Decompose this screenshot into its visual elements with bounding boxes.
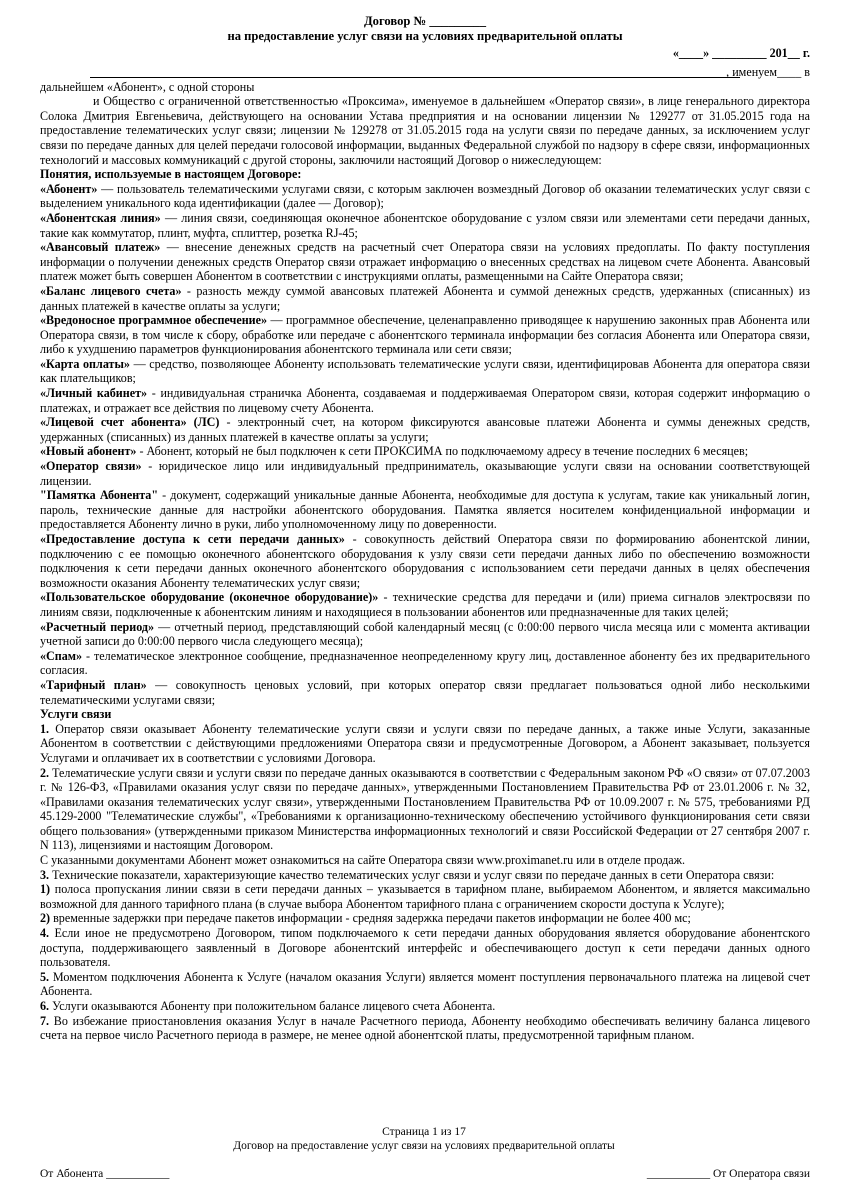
service-clause [40,999,810,1014]
clause-number: 4. [40,926,50,941]
clause-text: С указанными документами Абонент может ознакомиться на сайте Оператора связи www.proximanet.ru или в отделе продаж. [40,853,686,868]
service-clause [40,766,810,854]
contract-subtitle: на предоставление услуг связи на условиях предварительной оплаты [227,29,623,43]
definition-term: «Абонент» [40,181,98,196]
definition-item [40,620,810,649]
clause-number: 6. [40,999,50,1013]
definition-item [40,240,810,284]
subscriber-signature: От Абонента ___________ [40,1168,170,1180]
definition-text: — пользователь телематическими услугами связи, с которым заключен возмездный Договор об оказании телематических услуг связи с выделением уникального кода идентификации (далее — Договор); [40,181,810,211]
definition-text: — линия связи, соединяющая оконечное абонентское оборудование с узлом связи или элементами сети передачи данных, такие как коммутатор, плинт, муфта, сплиттер, розетка RJ-45; [40,210,810,240]
subscriber-party-continuation: дальнейшем «Абонент», с одной стороны [40,79,255,94]
definition-text: - разность между суммой авансовых платежей Абонента и суммой денежных средств, удержанных (списанных) из данных платежей в качестве оплаты за услуги; [40,283,810,313]
definition-text: - технические средства для передачи и (или) приема сигналов электросвязи по линиям связи, подключенные к абонентским линиям и находящиеся в пользовании абонентов или предназначенные для таких целей; [40,590,810,619]
definition-item [40,386,810,415]
clause-text: Во избежание приостановления оказания Услуг в начале Расчетного периода, Абоненту необходимо обеспечивать величину баланса лицевого счета на первое число Расчетного периода в размере, не менее одной абонентской платы, предусмотренной тарифным планом. [40,1013,810,1043]
definition-term: «Абонентская линия» [40,210,161,225]
definition-item [40,444,810,459]
service-clause [40,1014,810,1043]
definition-item [40,415,810,444]
service-clause [40,926,810,970]
page-number: Страница 1 из 17 [382,1126,466,1138]
operator-signature: ___________ От Оператора связи [646,1168,810,1180]
clause-number: 2) [40,911,51,926]
page-footer [0,1125,848,1153]
services-list [40,722,810,1043]
contract-date-line: «____» _________ 201__ г. [672,46,810,60]
subscriber-name-blank [90,63,740,78]
definition-text: — отчетный период, представляющий собой календарный месяц (с 0:00:00 первого числа месяца или с момента активации учетной записи до 0:00:00 первого числа следующего месяца); [40,619,810,649]
clause-number: 1) [40,882,51,897]
intro-paragraph: и Общество с ограниченной ответственностью «Проксима», именуемое в дальнейшем «Оператор связи», в лице генерального директора Солока Дмитрия Евгеньевича, действующего на основании Устава предприятия и на основании лицензии № 129277 от 31.05.2015 года на предоставление телематических услуг связи; лицензии № 129278 от 31.05.2015 года на услуги связи по передаче данных, за исключением услуг связи по передаче данных для целей передачи голосовой информации, выданных Федеральной службой по надзору в сфере связи, информационных технологий и массовых коммуникаций с другой стороны, заключили настоящий Договор о нижеследующем: [40,94,810,167]
definitions-list [40,182,810,707]
service-clause [40,911,810,926]
definition-text: — внесение денежных средств на расчетный счет Оператора связи на условиях предоплаты. По факту поступления информации о получении денежных средств Оператор связи отражает информацию о внесенных средствах на лицевом счете Абонента. Авансовый платеж может быть совершен Абонентом в соответствии с инструкциями оплаты, размещенными на Сайте Оператора связи; [40,240,810,284]
definition-term: «Новый абонент» [40,444,137,459]
footer-doc-title: Договор на предоставление услуг связи на условиях предварительной оплаты [233,1140,615,1152]
document-page [40,14,810,1043]
definition-text: - телематическое электронное сообщение, предназначенное неопределенному кругу лиц, доставленное абоненту без их предварительного согласия. [40,648,810,678]
service-clause [40,868,810,883]
definition-term: "Памятка Абонента" [40,488,159,503]
subscriber-name-line [40,63,810,80]
definition-text: — программное обеспечение, целенаправленно приводящее к нарушению законных прав Абонента или Оператора связи, в том числе к сбору, обработке или передаче с абонентского терминала информации без согласия Абонента или Оператора связи, либо к ухудшению параметров функционирования абонентского терминала или сети связи; [40,313,810,357]
clause-text: Оператор связи оказывает Абоненту телематические услуги связи и услуги связи по передаче данных, а также иные Услуги, заказанные Абонентом в соответствии с действующими предложениями Оператора связи и предусмотренные Договором, а Абонент заказывает, пользуется Услугами и оплачивает их в соответствии с условиями Договора. [40,721,810,765]
definition-item [40,532,810,590]
clause-number: 7. [40,1013,50,1028]
service-clause [40,882,810,911]
definitions-heading: Понятия, используемые в настоящем Договоре: [40,167,302,182]
definition-item [40,357,810,386]
definition-term: «Карта оплаты» [40,356,130,371]
definition-term: «Пользовательское оборудование (оконечное оборудование)» [40,590,379,605]
definition-item [40,678,810,707]
definition-term: «Оператор связи» [40,459,142,474]
clause-number: 5. [40,969,50,984]
definition-term: «Предоставление доступа к сети передачи данных» [40,532,345,546]
definition-item [40,284,810,313]
clause-text: временные задержки при передаче пакетов информации - средняя задержка передачи пакетов информации не более 400 мс; [50,911,691,926]
definition-text: — средство, позволяющее Абоненту использовать телематические услуги связи, идентифицировав Абонента для оператора связи как плательщиков; [40,356,810,386]
contract-number-title: Договор № _________ [364,14,486,28]
definition-term: «Баланс лицевого счета» [40,283,182,298]
definition-text: - индивидуальная страничка Абонента, создаваемая и поддерживаемая Оператором связи, которая содержит информацию о платежах, и отражает все действия по лицевому счету Абонента. [40,386,810,415]
definition-item [40,459,810,488]
definition-term: «Тарифный план» [40,677,147,692]
definition-text: - Абонент, который не был подключен к сети ПРОКСИМА по подключаемому адресу в течение последних 6 месяцев; [136,444,749,459]
definition-term: «Спам» [40,648,83,663]
clause-text: Технические показатели, характеризующие качество телематических услуг связи и услуг связи по передаче данных в сети Оператора связи: [49,867,775,882]
clause-text: Телематические услуги связи и услуги связи по передаче данных оказываются в соответствии с Федеральным законом РФ «О связи» от 07.07.2003 г. № 126-ФЗ, «Правилами оказания услуг связи по передаче данных», утвержденными Постановлением Правительства РФ от 23.01.2006 г. № 32, «Правилами оказания телематических услуг связи», утвержденными Постановлением Правительства РФ от 10.09.2007 г. № 575, требованиями РД 45.129-2000 "Телематические службы", «Требованиями к организационно-техническому обеспечению устойчивого функционирования сети связи общего пользования» (утвержденными приказом Министерства информационных технологий и связи Российской Федерации от 27 сентября 2007 г. N 113), лицензиями и настоящим Договором. [40,765,810,853]
definition-item [40,590,810,619]
definition-term: «Вредоносное программное обеспечение» [40,313,268,328]
clause-text: Услуги оказываются Абоненту при положительном балансе лицевого счета Абонента. [49,999,496,1013]
definition-term: «Лицевой счет абонента» (ЛС) [40,415,220,430]
subscriber-name-tail: , именуем____ в [726,64,810,79]
clause-number: 3. [40,867,50,882]
definition-text: - электронный счет, на котором фиксируются авансовые платежи Абонента и суммы денежных средств, удержанных (списанных) из данных платежей в качестве оплаты за услуги; [40,415,810,444]
service-clause [40,853,810,868]
clause-number: 2. [40,765,50,780]
definition-item [40,649,810,678]
definition-text: — совокупность ценовых условий, при которых оператор связи предлагает пользоваться одной либо несколькими телематическими услугами связи; [40,677,810,707]
clause-text: Если иное не предусмотрено Договором, типом подключаемого к сети передачи данных оборудования является оборудование абонентского доступа, поддерживающего заявленный в Договоре абонентский интерфейс и обеспечивающего доступ к сети передачи данных одного пользователя. [40,926,810,970]
definition-item [40,211,810,240]
service-clause [40,970,810,999]
definition-term: «Авансовый платеж» [40,240,161,255]
services-heading: Услуги связи [40,707,112,722]
definition-text: - совокупность действий Оператора связи по формированию абонентской линии, подключению с ее помощью оконечного абонентского оборудования к узлу связи сети передачи данных либо по обеспечению возможности подключения к сети передачи данных оконечного абонентского оборудования с использованием сети передачи данных в целях обеспечения возможности оказания Абоненту телематических услуг связи; [40,532,810,590]
definition-term: «Личный кабинет» [40,386,148,401]
definition-item [40,488,810,532]
clause-text: Моментом подключения Абонента к Услуге (началом оказания Услуги) является момент поступления первоначального платежа на лицевой счет Абонента. [40,969,810,999]
definition-item [40,313,810,357]
definition-text: - документ, содержащий уникальные данные Абонента, необходимые для доступа к услугам, такие как уникальный логин, пароль, технические данные для настройки абонентского оборудования. Памятка является носителем конфиденциальной информации и предоставляется Абоненту лично в руки, либо уполномоченному лицу по доверенности. [40,488,810,532]
clause-text: полоса пропускания линии связи в сети передачи данных – указывается в тарифном плане, выбираемом Абонентом, и является максимально возможной для данного тарифного плана (в случае выбора Абонентом тарифного плана с ограничением скорости доступа к Услуге); [40,882,810,911]
clause-number: 1. [40,721,50,736]
definition-text: - юридическое лицо или индивидуальный предприниматель, оказывающие услуги связи на основании соответствующей лицензии. [40,459,811,488]
definition-item [40,182,810,211]
service-clause [40,722,810,766]
definition-term: «Расчетный период» [40,619,155,634]
